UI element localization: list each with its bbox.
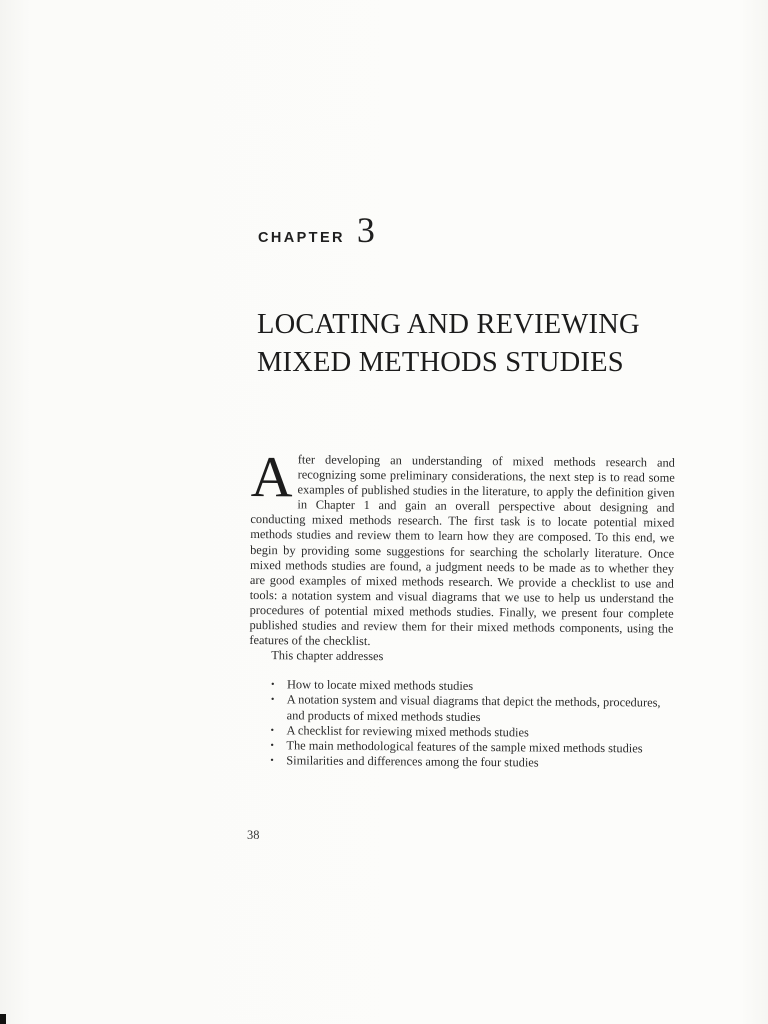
list-item: [271, 693, 673, 727]
chapter-body: [248, 444, 675, 772]
list-item: [270, 753, 672, 772]
scan-edge-mark: [0, 1014, 6, 1024]
chapter-number: 3: [356, 210, 375, 250]
list-item-text: The main methodological features of the sample mixed methods studies: [286, 738, 643, 756]
bullet-icon: •: [270, 724, 275, 736]
drop-cap: A: [250, 444, 293, 510]
chapter-title-line-1: LOCATING AND REVIEWING: [257, 309, 640, 340]
chapter-title: [257, 306, 697, 382]
bullet-list: [248, 677, 673, 771]
bullet-icon: •: [270, 754, 274, 766]
bullet-icon: •: [270, 679, 275, 691]
list-item-text: How to locate mixed methods studies: [286, 677, 474, 694]
chapter-title-line-2: MIXED METHODS STUDIES: [257, 347, 624, 378]
chapter-addresses-lead: This chapter addresses: [271, 648, 384, 664]
list-item-text: Similarities and differences among the four studies: [286, 753, 539, 770]
list-item-text: A notation system and visual diagrams that depict the methods, procedures, and products of mixed methods studies: [286, 692, 661, 724]
bullet-icon: •: [270, 739, 275, 751]
page-number: 38: [247, 828, 260, 842]
bullet-icon: •: [270, 694, 275, 706]
chapter-label: CHAPTER: [258, 230, 345, 246]
intro-paragraph: [249, 444, 675, 652]
chapter-heading: [258, 212, 375, 248]
list-item-text: A checklist for reviewing mixed methods studies: [286, 722, 529, 740]
intro-paragraph-text: fter developing an understanding of mixed methods research and recognizing some preliminary considerations, the next step is to read some examples of published studies in the literature, to apply the definition given in Chapter 1 and gain an overall perspective about designing and conducting mixed methods research. The first task is to locate potential mixed methods studies and review them to learn how they are composed. To this end, we begin by providing some suggestions for searching the scholarly literature. Once mixed methods studies are found, a judgment needs to be made as to whether they are good examples of mixed methods research. We provide a checklist to use and tools: a notation system and visual diagrams that we use to help us understand the procedures of potential mixed methods studies. Finally, we present four complete published studies and review them for their mixed methods components, using the features of the checklist.: [249, 452, 675, 649]
